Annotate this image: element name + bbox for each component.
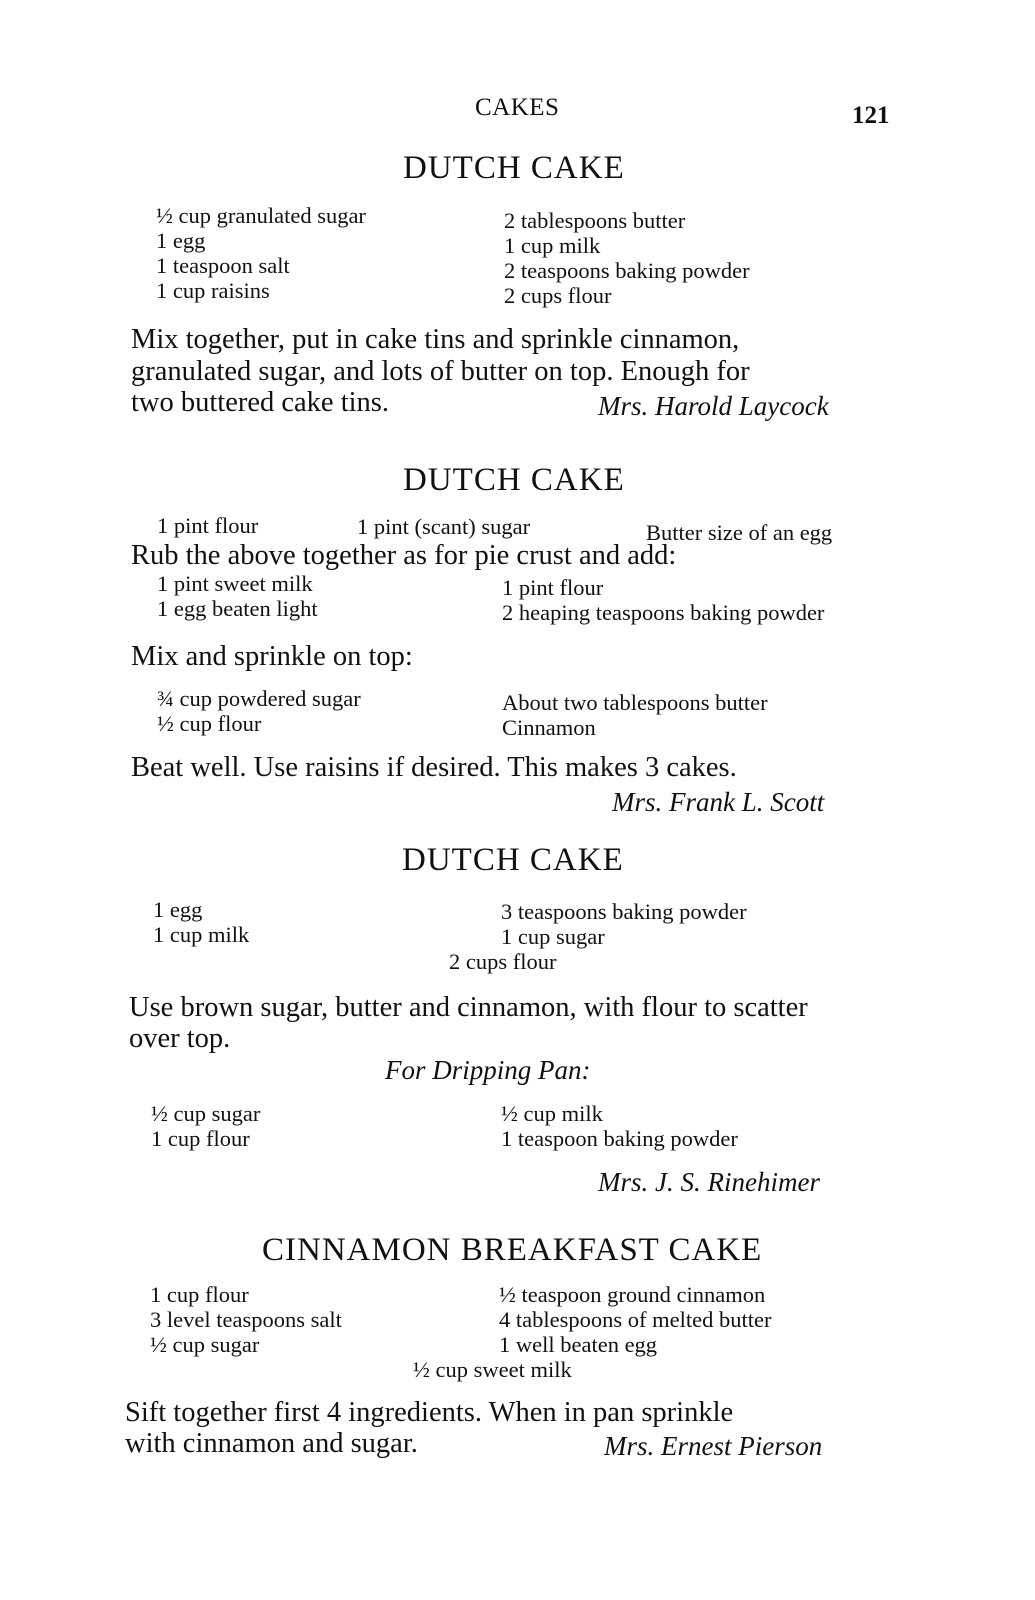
- ingredient: ½ cup sweet milk: [413, 1357, 572, 1382]
- ingredient: 1 egg: [153, 897, 203, 922]
- ingredient: 1 cup milk: [153, 922, 250, 947]
- ingredient: 4 tablespoons of melted butter: [499, 1307, 772, 1332]
- ingredient: ½ cup sugar: [150, 1332, 260, 1357]
- ingredient-list-right: [502, 575, 824, 625]
- recipe-body-line: with cinnamon and sugar.: [125, 1428, 418, 1459]
- ingredient-list-left: [157, 686, 361, 736]
- ingredient: ½ cup milk: [501, 1101, 603, 1126]
- ingredient: About two tablespoons butter: [502, 690, 768, 715]
- ingredient: 1 cup flour: [150, 1282, 249, 1307]
- ingredient-list-left: [156, 203, 366, 303]
- ingredient-list-left: [151, 1101, 260, 1151]
- ingredient: 1 pint sweet milk: [157, 571, 313, 596]
- ingredient: 2 teaspoons baking powder: [504, 258, 750, 283]
- ingredient: 1 cup sugar: [501, 924, 605, 949]
- recipe-body-line: over top.: [129, 1023, 231, 1054]
- recipe-title: CINNAMON BREAKFAST CAKE: [262, 1232, 763, 1268]
- ingredient: 1 teaspoon salt: [156, 253, 290, 278]
- ingredient: 3 level teaspoons salt: [150, 1307, 342, 1332]
- ingredient: 2 tablespoons butter: [504, 208, 686, 233]
- ingredient: ½ cup flour: [157, 711, 262, 736]
- recipe-body-line: granulated sugar, and lots of butter on top. Enough for: [131, 356, 750, 387]
- recipe-signature: Mrs. Harold Laycock: [598, 391, 829, 421]
- ingredient-list-right: [504, 208, 750, 308]
- ingredient: 1 pint (scant) sugar: [357, 514, 531, 539]
- section-subheading: For Dripping Pan:: [385, 1055, 591, 1085]
- ingredient-list-right: [501, 1101, 738, 1151]
- ingredient: 1 teaspoon baking powder: [501, 1126, 738, 1151]
- ingredient: 1 pint flour: [502, 575, 604, 600]
- recipe-body-line: two buttered cake tins.: [131, 387, 390, 418]
- recipe-title: DUTCH CAKE: [403, 462, 625, 498]
- recipe-signature: Mrs. Ernest Pierson: [604, 1431, 823, 1461]
- ingredient-list-right: [502, 690, 768, 740]
- recipe-title: DUTCH CAKE: [402, 842, 624, 878]
- ingredient: 1 pint flour: [157, 513, 259, 538]
- ingredient: 1 cup flour: [151, 1126, 250, 1151]
- recipe-body-line: Use brown sugar, butter and cinnamon, with flour to scatter: [129, 992, 808, 1023]
- recipe-body-line: Beat well. Use raisins if desired. This makes 3 cakes.: [131, 752, 737, 783]
- ingredient: 1 egg beaten light: [157, 596, 318, 621]
- ingredient: 1 cup milk: [504, 233, 601, 258]
- page-number: 121: [852, 102, 890, 129]
- ingredient-list-left: [153, 897, 249, 947]
- recipe-body-line: Mix together, put in cake tins and sprinkle cinnamon,: [131, 324, 740, 355]
- recipe-signature: Mrs. J. S. Rinehimer: [598, 1167, 820, 1197]
- ingredient: ½ teaspoon ground cinnamon: [499, 1282, 766, 1307]
- ingredient: 1 egg: [156, 228, 206, 253]
- recipe-signature: Mrs. Frank L. Scott: [612, 787, 825, 817]
- ingredient: 1 well beaten egg: [499, 1332, 658, 1357]
- running-header: CAKES: [475, 94, 560, 121]
- ingredient: ½ cup granulated sugar: [156, 203, 366, 228]
- ingredient-list-left: [150, 1282, 342, 1357]
- recipe-title: DUTCH CAKE: [403, 150, 625, 186]
- ingredient: 2 cups flour: [504, 283, 612, 308]
- ingredient: Cinnamon: [502, 715, 596, 740]
- ingredient-list-right: [501, 899, 747, 949]
- ingredient: 2 heaping teaspoons baking powder: [502, 600, 825, 625]
- section-heading: Mix and sprinkle on top:: [131, 641, 413, 672]
- ingredient: Butter size of an egg: [646, 520, 833, 545]
- ingredient-list-left: [157, 571, 318, 621]
- ingredient: 3 teaspoons baking powder: [501, 899, 747, 924]
- ingredient: ½ cup sugar: [151, 1101, 261, 1126]
- ingredient: 1 cup raisins: [156, 278, 270, 303]
- recipe-instruction: Rub the above together as for pie crust and add:: [131, 540, 677, 571]
- recipe-body-line: Sift together first 4 ingredients. When in pan sprinkle: [125, 1397, 734, 1428]
- ingredient: 2 cups flour: [449, 949, 557, 974]
- ingredient-list-right: [499, 1282, 771, 1357]
- ingredient: ¾ cup powdered sugar: [157, 686, 361, 711]
